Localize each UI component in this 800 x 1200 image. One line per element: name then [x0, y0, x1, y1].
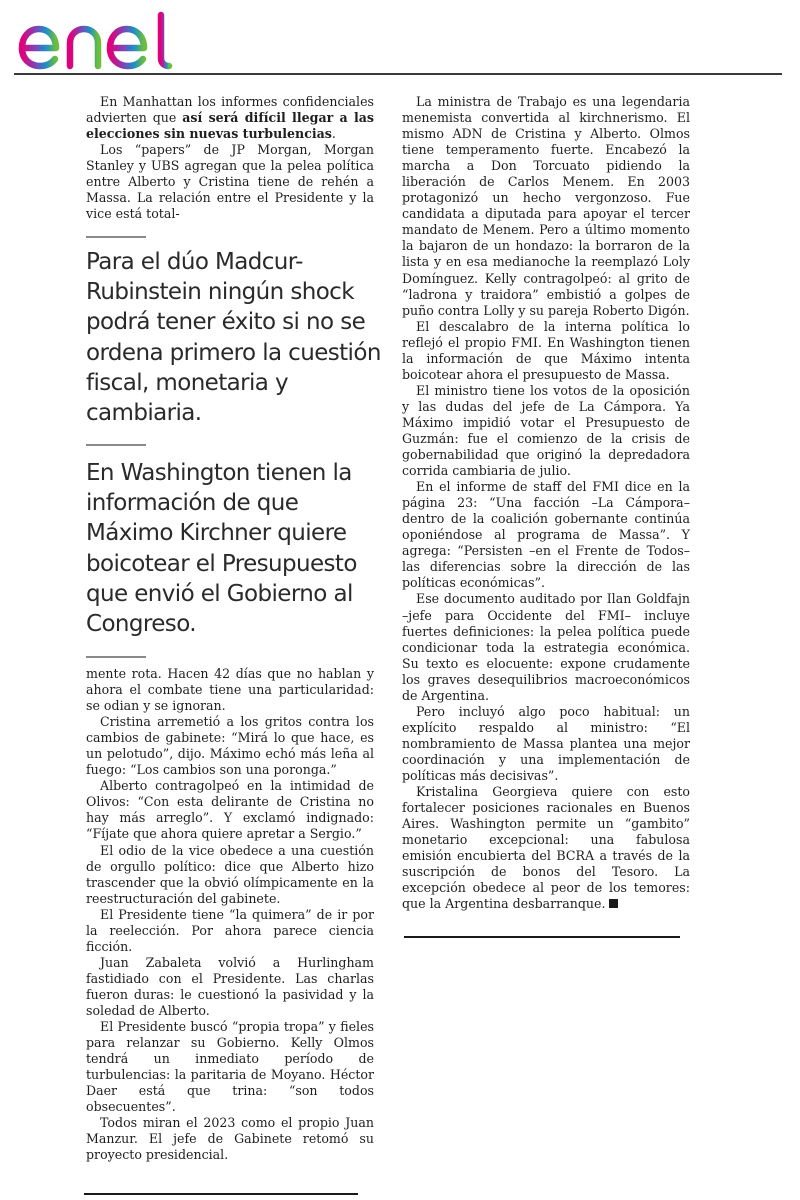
paragraph: El odio de la vice obedece a una cuestión de orgullo político: dice que Alberto hizo trascender que la obvió olímpicamente en la reestructuración del gabinete. — [86, 842, 374, 906]
end-of-article-mark — [609, 899, 618, 908]
left-top-text — [86, 94, 374, 222]
paragraph: El Presidente tiene “la quimera” de ir por la reelección. Por ahora parece ciencia ficción. — [86, 906, 374, 954]
pull-quote-1: Para el dúo Madcur-Rubinstein ningún shock podrá tener éxito si no se ordena primero la cuestión fiscal, monetaria y cambiaria. — [86, 249, 381, 427]
paragraph: El descalabro de la interna política lo reflejó el propio FMI. En Washington tienen la información de que Máximo intenta boicotear ahora el presupuesto de Massa. — [402, 318, 690, 382]
left-column-end-rule — [84, 1193, 358, 1195]
enel-logo — [16, 10, 176, 72]
left-column-top — [86, 94, 374, 222]
right-column-end-rule — [404, 936, 680, 938]
paragraph: Juan Zabaleta volvió a Hurlingham fastidiado con el Presidente. Las charlas fueron duras: le cuestionó la pasividad y la soledad de Alberto. — [86, 954, 374, 1018]
paragraph: Kristalina Georgieva quiere con esto fortalecer posiciones racionales en Buenos Aires. Washington permite un “gambito” monetario excepcional: una fabulosa emisión encubierta del BCRA a través de la suscripción de bonos del Tesoro. La excepción obedece al peor de los temores: que la Argentina desbarranque. — [402, 784, 690, 912]
pull-quote-rule — [86, 444, 146, 446]
paragraph: Los “papers” de JP Morgan, Morgan Stanley y UBS agregan que la pelea política entre Alberto y Cristina tiene de rehén a Massa. La relación entre el Presidente y la vice está total- — [86, 142, 374, 222]
header-rule — [14, 73, 782, 75]
pull-quote-rule — [86, 656, 146, 658]
pull-quote-rule — [86, 236, 146, 238]
paragraph: Pero incluyó algo poco habitual: un explícito respaldo al ministro: “El nombramiento de Massa plantea una mejor coordinación y una implementación de políticas más decisivas”. — [402, 703, 690, 783]
pull-quote-2: En Washington tienen la información de que Máximo Kirchner quiere boicotear el Presupuesto que envió el Gobierno al Congreso. — [86, 460, 357, 638]
paragraph: El Presidente buscó “propia tropa” y fieles para relanzar su Gobierno. Kelly Olmos tendrá un inmediato período de turbulencias: la paritaria de Moyano. Héctor Daer está que trina: “son todos obsecuentes”. — [86, 1019, 374, 1115]
paragraph: Alberto contragolpeó en la intimidad de Olivos: “Con esta delirante de Cristina no hay más arreglo”. Y exclamó indignado: “Fíjate que ahora quiere apretar a Sergio.” — [86, 778, 374, 842]
paragraph: Ese documento auditado por Ilan Goldfajn –jefe para Occidente del FMI– incluye fuertes definiciones: la pelea política puede condicionar toda la estrategia económica. Su texto es elocuente: expone crudamente los graves desequilibrios macroeconómicos de Argentina. — [402, 591, 690, 703]
left-bottom-text — [86, 666, 374, 1163]
paragraph: Cristina arremetió a los gritos contra los cambios de gabinete: “Mirá lo que hace, es un pelotudo”, dijo. Máximo echó más leña al fuego: “Los cambios son una poronga.” — [86, 714, 374, 778]
paragraph: Todos miran el 2023 como el propio Juan Manzur. El jefe de Gabinete retomó su proyecto presidencial. — [86, 1115, 374, 1163]
right-column — [402, 94, 690, 912]
paragraph: En Manhattan los informes confidenciales advierten que así será difícil llegar a las elecciones sin nuevas turbulencias. — [86, 94, 374, 142]
paragraph: La ministra de Trabajo es una legendaria menemista convertida al kirchnerismo. El mismo ADN de Cristina y Alberto. Olmos tiene temperamento fuerte. Encabezó la marcha a Don Torcuato pidiendo la liberación de Carlos Menem. En 2003 protagonizó un hecho vergonzoso. Fue candidata a diputada para apoyar el tercer mandato de Menem. Pero a último momento la bajaron de un hondazo: la borraron de la lista y en esa medianoche la reemplazó Loly Domínguez. Kelly contragolpeó: al grito de “ladrona y traidora” embistió a golpes de puño contra Lolly y su pareja Roberto Digón. — [402, 94, 690, 318]
left-column-bottom — [86, 666, 374, 1163]
right-text — [402, 94, 690, 912]
paragraph: El ministro tiene los votos de la oposición y las dudas del jefe de La Cámpora. Ya Máximo impidió votar el Presupuesto de Guzmán: fue el comienzo de la crisis de gobernabilidad que originó la depredadora corrida cambiaria de julio. — [402, 382, 690, 479]
paragraph: mente rota. Hacen 42 días que no hablan y ahora el combate tiene una particularidad: se odian y se ignoran. — [86, 666, 374, 714]
paragraph: En el informe de staff del FMI dice en la página 23: “Una facción –La Cámpora– dentro de la coalición gobernante continúa oponiéndose al programa de Massa”. Y agrega: “Persisten –en el Frente de Todos– las diferencias sobre la dirección de las políticas económicas”. — [402, 479, 690, 591]
